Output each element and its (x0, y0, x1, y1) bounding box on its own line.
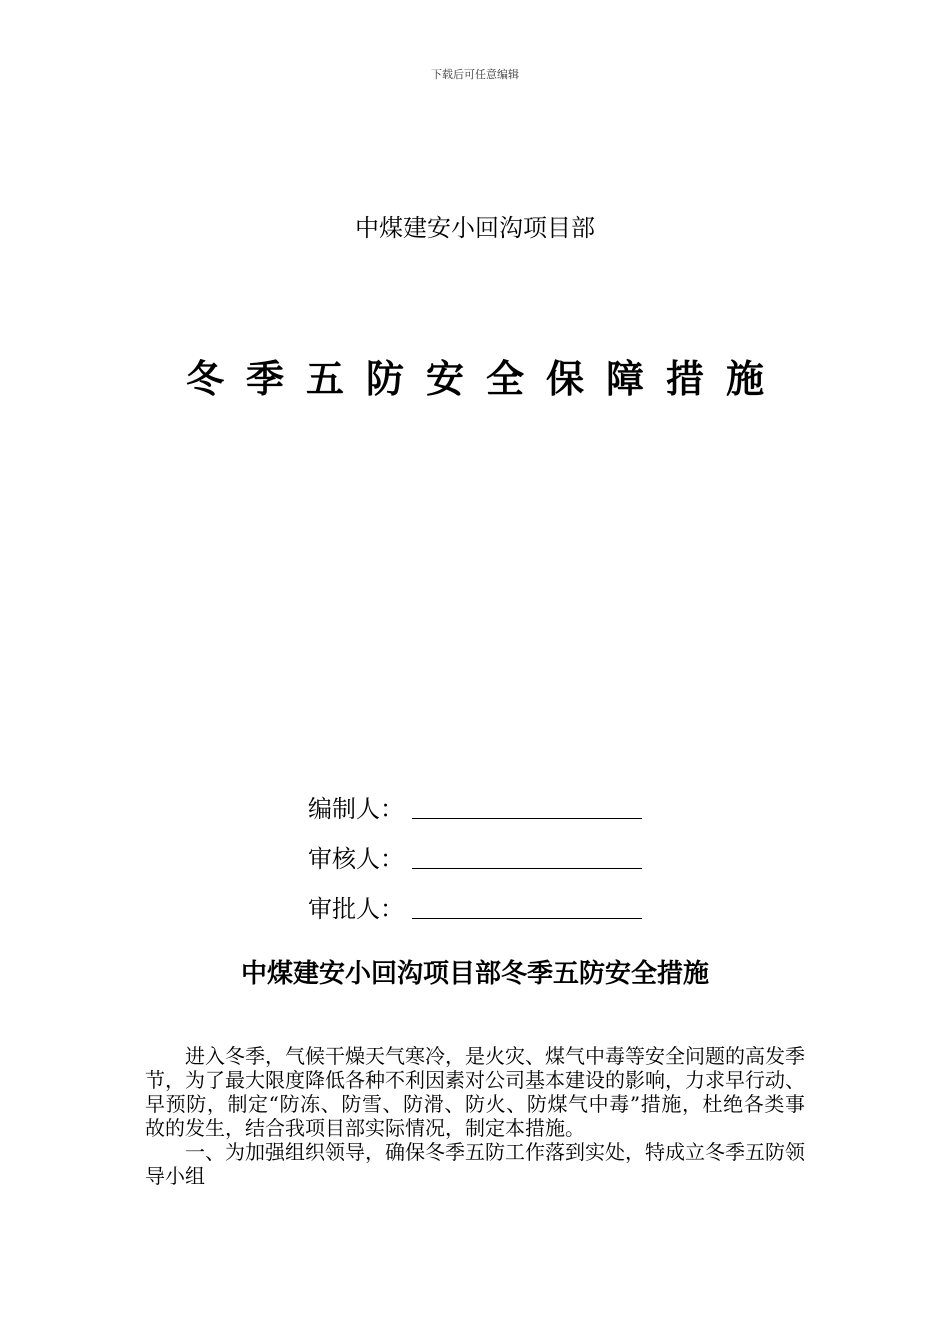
section-title: 中煤建安小回沟项目部冬季五防安全措施 (240, 959, 709, 989)
paragraph: 进入冬季，气候干燥天气寒冷，是火灾、煤气中毒等安全问题的高发季节，为了最大限度降低各种不利因素对公司基本建设的影响，力求早行动、早预防，制定“防冻、防雪、防滑、防火、防煤气中毒”措施，杜绝各类事故的发生，结合我项目部实际情况，制定本措施。 (145, 1044, 805, 1140)
signoff-row-compiler (308, 774, 648, 824)
body-text (145, 1044, 805, 1188)
paragraph: 一、为加强组织领导，确保冬季五防工作落到实处，特成立冬季五防领导小组 (145, 1140, 805, 1188)
signoff-row-approver (308, 874, 648, 924)
signature-line (412, 894, 642, 919)
signoff-row-reviewer (308, 824, 648, 874)
header-note: 下载后可任意编辑 (431, 68, 519, 81)
signoff-label: 审批人： (308, 895, 404, 923)
document-title: 冬季五防安全保障措施 (185, 356, 786, 401)
signature-line (412, 844, 642, 869)
signoff-label: 审核人： (308, 845, 404, 873)
signoff-label: 编制人： (308, 795, 404, 823)
signature-line (412, 794, 642, 819)
signoff-block (308, 774, 648, 924)
organization-name: 中煤建安小回沟项目部 (355, 214, 595, 242)
